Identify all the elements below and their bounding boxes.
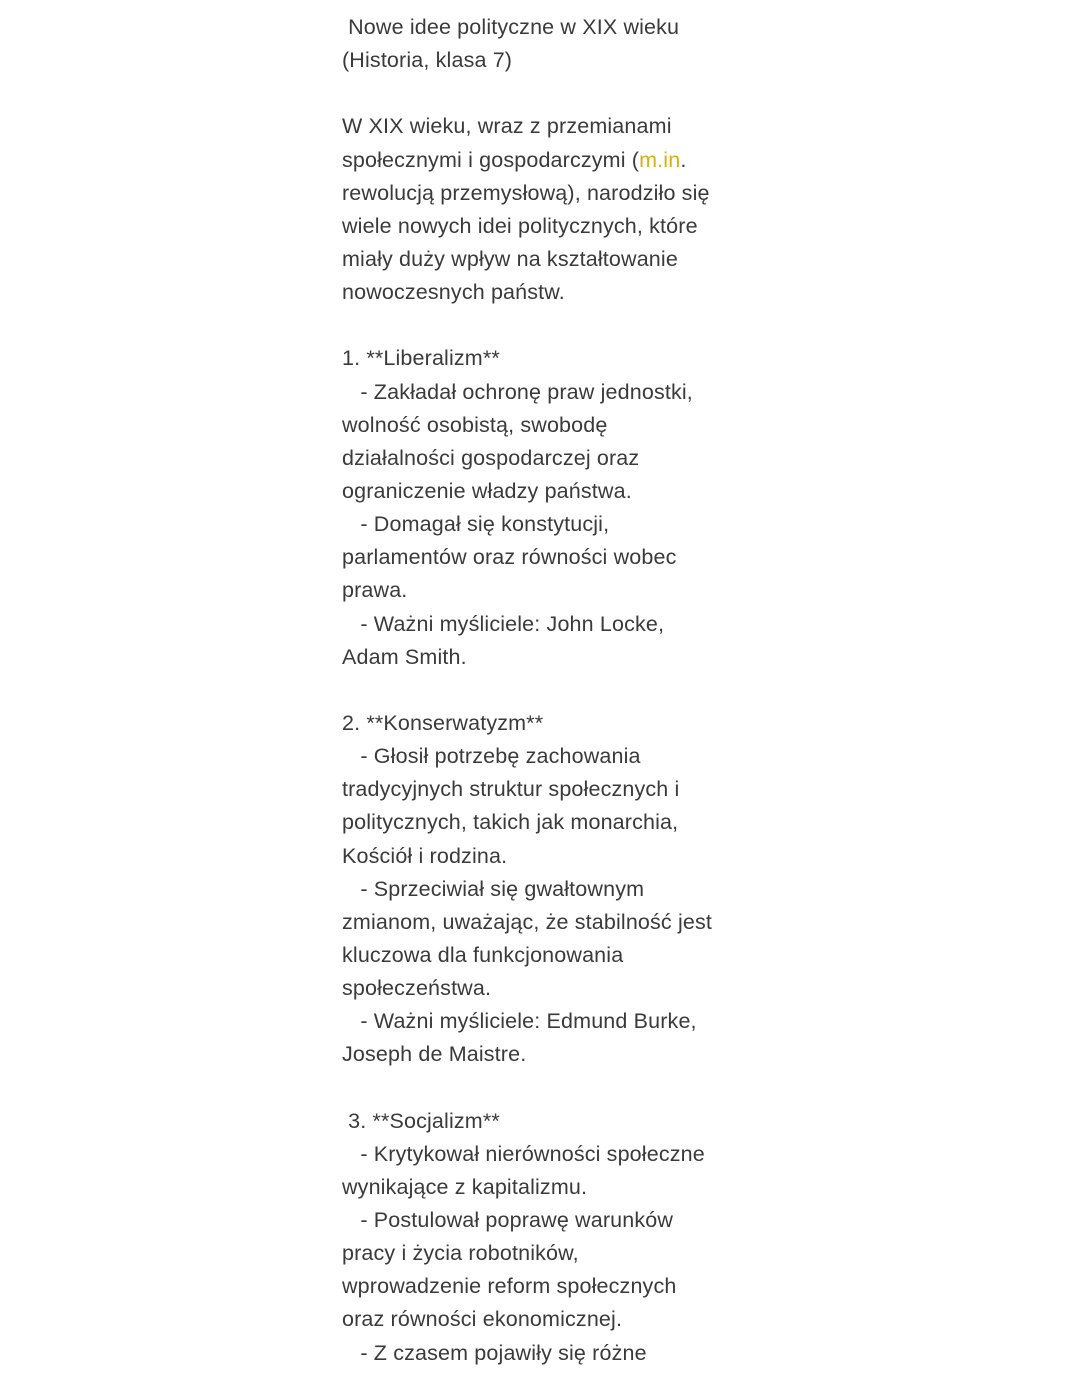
section-line: ograniczenie władzy państwa. <box>342 478 632 503</box>
section-line: zmianom, uważając, że stabilność jest <box>342 909 713 934</box>
intro-text: społecznymi i gospodarczymi ( <box>342 147 640 172</box>
section-line: - Ważni myśliciele: John Locke, <box>342 611 665 636</box>
section-line: wprowadzenie reform społecznych <box>342 1274 677 1299</box>
section-line: Kościół i rodzina. <box>342 843 508 868</box>
section-line: - Sprzeciwiał się gwałtownym <box>342 876 645 901</box>
section-line: parlamentów oraz równości wobec <box>342 545 677 570</box>
section-line: wynikające z kapitalizmu. <box>342 1174 588 1199</box>
intro-line: nowoczesnych państw. <box>342 280 565 305</box>
min-link[interactable]: m.in <box>639 147 681 172</box>
intro-line <box>342 144 742 177</box>
section-line: - Zakładał ochronę praw jednostki, <box>342 379 693 404</box>
intro-line: wiele nowych idei politycznych, które <box>342 213 698 238</box>
section-line: wolność osobistą, swobodę <box>342 412 608 437</box>
section-line: Joseph de Maistre. <box>342 1042 527 1067</box>
section-line: politycznych, takich jak monarchia, <box>342 810 679 835</box>
section-line: - Ważni myśliciele: Edmund Burke, <box>342 1009 697 1034</box>
intro-line: rewolucją przemysłową), narodziło się <box>342 180 710 205</box>
section-line: - Krytykował nierówności społeczne <box>342 1141 705 1166</box>
blank-line <box>342 674 742 707</box>
note-document[interactable] <box>342 11 742 1370</box>
section-line: oraz równości ekonomicznej. <box>342 1307 623 1332</box>
blank-line <box>342 309 742 342</box>
intro-line: miały duży wpływ na kształtowanie <box>342 246 678 271</box>
section-line: - Domagał się konstytucji, <box>342 512 610 537</box>
section-line: społeczeństwa. <box>342 976 492 1001</box>
section-line: Adam Smith. <box>342 644 467 669</box>
intro-line: W XIX wieku, wraz z przemianami <box>342 114 672 139</box>
blank-line <box>342 77 742 110</box>
section-line: kluczowa dla funkcjonowania <box>342 942 624 967</box>
section-heading-liberalizm: 1. **Liberalizm** <box>342 346 500 371</box>
section-line: pracy i życia robotników, <box>342 1241 579 1266</box>
section-line: - Postulował poprawę warunków <box>342 1208 674 1233</box>
section-line: - Głosił potrzebę zachowania <box>342 744 641 769</box>
intro-text: . <box>680 147 687 172</box>
blank-line <box>342 1072 742 1105</box>
document-title: Nowe idee polityczne w XIX wieku <box>342 15 680 39</box>
section-line: prawa. <box>342 578 408 603</box>
section-heading-socjalizm: 3. **Socjalizm** <box>342 1108 500 1133</box>
section-line: - Z czasem pojawiły się różne <box>342 1340 647 1365</box>
document-subtitle: (Historia, klasa 7) <box>342 48 513 73</box>
section-line: działalności gospodarczej oraz <box>342 445 640 470</box>
section-line: tradycyjnych struktur społecznych i <box>342 777 680 802</box>
section-heading-konserwatyzm: 2. **Konserwatyzm** <box>342 710 544 735</box>
